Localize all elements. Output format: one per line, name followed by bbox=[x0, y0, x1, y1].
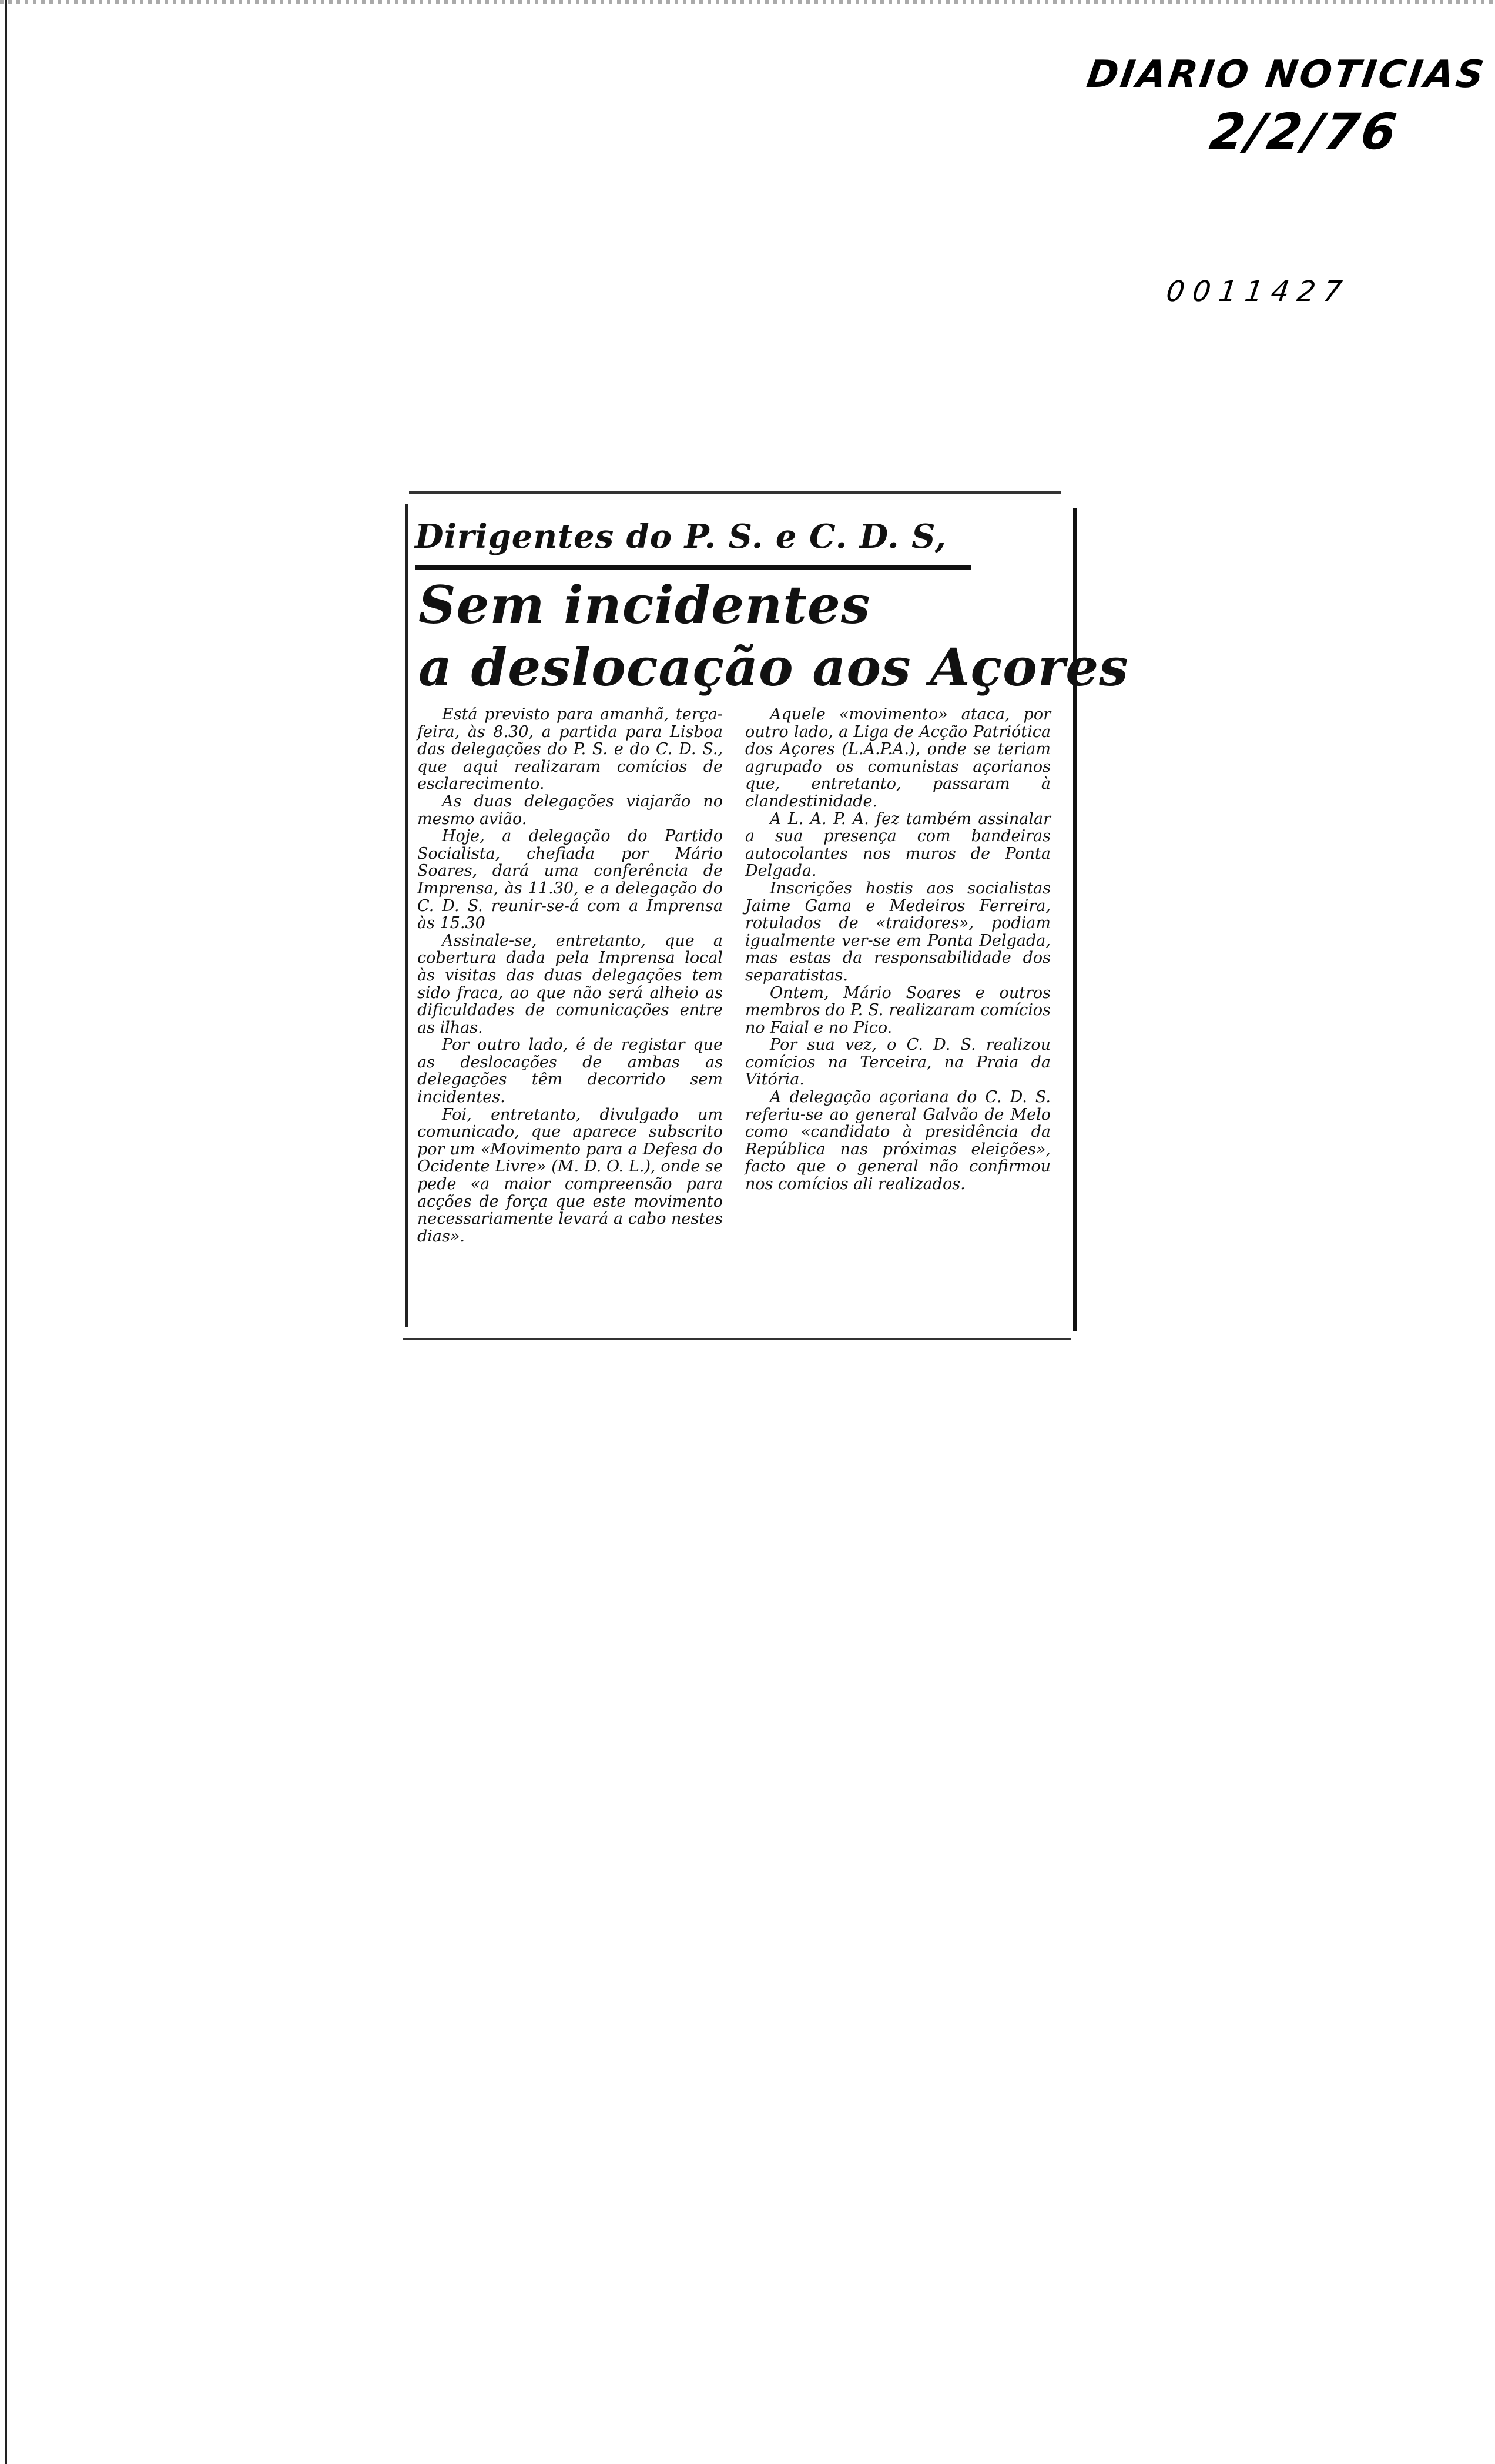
clipping-bottom-rule bbox=[403, 1338, 1071, 1340]
paragraph: A delegação açoriana do C. D. S. referiu-se ao general Galvão de Melo como «candidato à presidência da República nas próximas eleições», facto que o general não confirmou nos comícios ali realizados. bbox=[745, 1088, 1051, 1194]
article-right-column bbox=[745, 706, 1051, 1193]
paragraph: Aquele «movimento» ataca, por outro lado, a Liga de Acção Patriótica dos Açores (L.A.P.A.), onde se teriam agrupado os comunistas açorianos que, entretanto, passaram à clandestinidade. bbox=[745, 705, 1051, 811]
page-top-edge bbox=[0, 0, 1495, 4]
paragraph: Ontem, Mário Soares e outros membros do P. S. realizaram comícios no Faial e no Pico. bbox=[745, 983, 1051, 1037]
paragraph: Hoje, a delegação do Partido Socialista, chefiada por Mário Soares, dará uma conferência de Imprensa, às 11.30, e a delegação do C. D. S. reunir-se-á com a Imprensa às 15.30 bbox=[417, 827, 723, 933]
article-left-column bbox=[417, 706, 723, 1245]
paragraph: Foi, entretanto, divulgado um comunicado, que aparece subscrito por um «Movimento para a Defesa do Ocidente Livre» (M. D. O. L.), onde se pede «a maior compreensão para acções de força que este movimento necessariamente levará a cabo nestes dias». bbox=[417, 1105, 723, 1246]
paragraph: A L. A. P. A. fez também assinalar a sua presença com bandeiras autocolantes nos muros de Ponta Delgada. bbox=[745, 809, 1051, 881]
paragraph: Por outro lado, é de registar que as deslocações de ambas as delegações têm decorrido sem incidentes. bbox=[417, 1036, 723, 1107]
article-kicker: Dirigentes do P. S. e C. D. S, bbox=[415, 517, 947, 556]
paragraph: Está previsto para amanhã, terça-feira, às 8.30, a partida para Lisboa das delegações do P. S. e do C. D. S., que aqui realizaram comícios de esclarecimento. bbox=[417, 705, 723, 794]
paragraph: Por sua vez, o C. D. S. realizou comícios na Terceira, na Praia da Vitória. bbox=[745, 1036, 1051, 1089]
handwritten-date-note: 2/2/76 bbox=[1206, 103, 1403, 160]
headline-line-1: Sem incidentes bbox=[418, 574, 871, 635]
handwritten-reference-number: 0011427 bbox=[1164, 275, 1352, 308]
clipping-top-rule bbox=[409, 491, 1061, 494]
article-headline bbox=[418, 574, 1129, 698]
kicker-underline bbox=[415, 565, 971, 570]
page-left-edge bbox=[5, 0, 7, 2464]
paragraph: Assinale-se, entretanto, que a cobertura dada pela Imprensa local às visitas das duas delegações tem sido fraca, ao que não será alheio as dificuldades de comunicações entre as ilhas. bbox=[417, 931, 723, 1037]
clipping-left-border bbox=[405, 504, 408, 1327]
newspaper-clipping bbox=[403, 491, 1129, 1338]
paragraph: As duas delegações viajarão no mesmo avião. bbox=[417, 792, 723, 828]
paragraph: Inscrições hostis aos socialistas Jaime Gama e Medeiros Ferreira, rotulados de «traidores», podiam igualmente ver-se em Ponta Delgada, mas estas da responsabilidade dos separatistas. bbox=[745, 879, 1051, 985]
handwritten-source-note: DIARIO NOTICIAS bbox=[1084, 53, 1489, 96]
headline-line-2: a deslocação aos Açores bbox=[418, 637, 1129, 698]
